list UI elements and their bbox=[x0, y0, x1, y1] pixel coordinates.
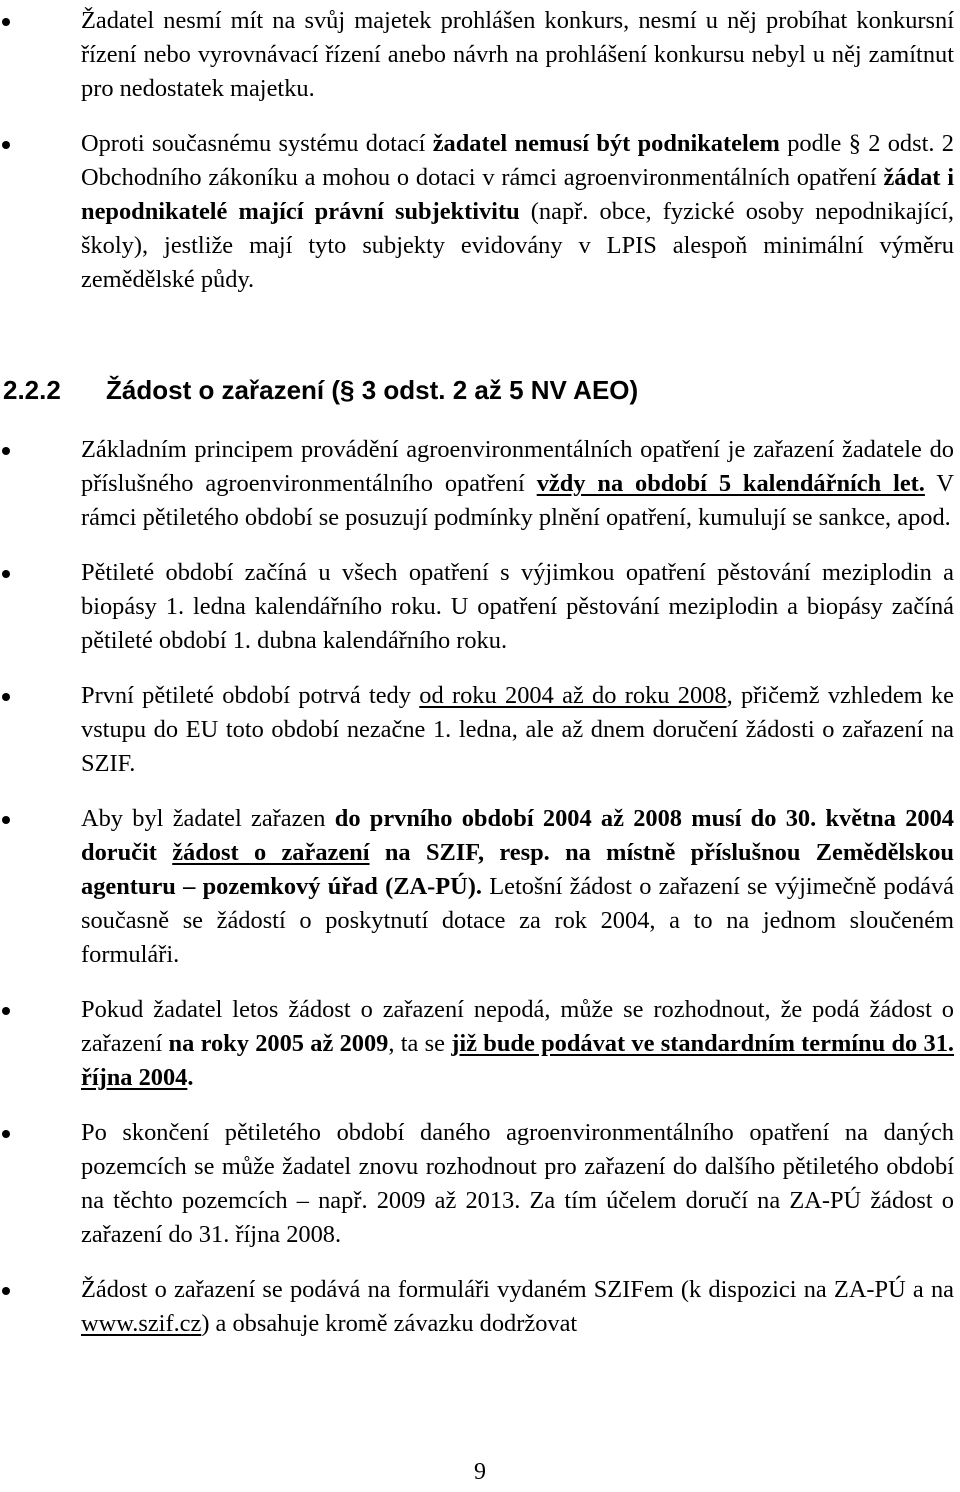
list-item bbox=[0, 433, 960, 535]
paragraph-text bbox=[81, 556, 954, 658]
bold-text: na roky 2005 až 2009 bbox=[168, 1030, 389, 1057]
bold-text: žádat i nepodnikatelé mající právní subjektivitu bbox=[81, 164, 954, 225]
bullet-list-main bbox=[0, 433, 960, 1341]
text-run: , přičemž vzhledem ke vstupu do EU toto období nezačne 1. ledna, ale až dnem doručení žádosti o zařazení na SZIF. bbox=[81, 682, 954, 777]
bullet-icon bbox=[2, 570, 10, 578]
list-item bbox=[0, 556, 960, 658]
list-item bbox=[0, 4, 960, 106]
underlined-text: od roku 2004 až do roku 2008 bbox=[419, 682, 727, 709]
text-run: Oproti současnému systému dotací bbox=[81, 130, 433, 157]
text-run: , ta se bbox=[388, 1030, 452, 1057]
section-title: Žádost o zařazení (§ 3 odst. 2 až 5 NV AEO) bbox=[106, 375, 639, 405]
text-run: Pokud žadatel letos žádost o zařazení nepodá, může se rozhodnout, že podá žádost o zařazení bbox=[81, 996, 954, 1057]
list-item bbox=[0, 802, 960, 972]
text-run: Základním principem provádění agroenvironmentálních opatření je zařazení žadatele do příslušného agroenvironmentálního opatření bbox=[81, 436, 954, 497]
section-number: 2.2.2 bbox=[3, 375, 61, 405]
underlined-text: www.szif.cz bbox=[81, 1310, 202, 1337]
paragraph-text bbox=[81, 1273, 954, 1341]
text-run: Aby byl žadatel zařazen bbox=[81, 805, 335, 832]
bold-text: žadatel nemusí být podnikatelem bbox=[432, 130, 780, 157]
bullet-icon bbox=[2, 447, 10, 455]
underlined-text: již bude podávat ve standardním termínu do 31. října 2004 bbox=[81, 1030, 954, 1091]
text-run: V rámci pětiletého období se posuzují podmínky plnění opatření, kumulují se sankce, apod. bbox=[81, 470, 954, 531]
bold-text: na SZIF, resp. na místně příslušnou Zemědělskou agenturu – pozemkový úřad (ZA-PÚ). bbox=[81, 839, 954, 900]
text-run: Žádost o zařazení se podává na formuláři vydaném SZIFem (k dispozici na ZA-PÚ a na bbox=[81, 1276, 954, 1303]
bullet-icon bbox=[2, 18, 10, 26]
bullet-icon bbox=[2, 816, 10, 824]
paragraph-text bbox=[81, 679, 954, 781]
paragraph-text bbox=[81, 433, 954, 535]
paragraph-text bbox=[81, 4, 954, 106]
underlined-text: žádost o zařazení bbox=[172, 839, 370, 866]
bold-text: do prvního období 2004 až 2008 musí do 30. května 2004 doručit bbox=[81, 805, 954, 866]
paragraph-text bbox=[81, 1116, 954, 1252]
paragraph-text bbox=[81, 993, 954, 1095]
text-run: (např. obce, fyzické osoby nepodnikající, školy), jestliže mají tyto subjekty evidovány v LPIS alespoň minimální výměru zemědělské půdy. bbox=[81, 198, 954, 293]
text-run: podle § 2 odst. 2 Obchodního zákoníku a mohou o dotaci v rámci agroenvironmentálních opatření bbox=[81, 130, 954, 191]
text-run: Žadatel nesmí mít na svůj majetek prohlášen konkurs, nesmí u něj probíhat konkursní řízení nebo vyrovnávací řízení anebo návrh na prohlášení konkursu nebyl u něj zamítnut pro nedostatek majetku. bbox=[81, 7, 954, 102]
bold-text: . bbox=[187, 1064, 194, 1091]
bullet-icon bbox=[2, 1130, 10, 1138]
list-item bbox=[0, 679, 960, 781]
underlined-text: vždy na období 5 kalendářních let. bbox=[536, 470, 925, 497]
text-run: Po skončení pětiletého období daného agroenvironmentálního opatření na daných pozemcích se může žadatel znovu rozhodnout pro zařazení do dalšího pětiletého období na těchto pozemcích – např. 2009 až 2013. Za tím účelem doručí na ZA-PÚ žádost o zařazení do 31. října 2008. bbox=[81, 1119, 954, 1248]
text-run: Letošní žádost o zařazení se výjimečně podává současně se žádostí o poskytnutí dotace za rok 2004, a to na jednom sloučeném formuláři. bbox=[81, 873, 954, 968]
bullet-icon bbox=[2, 1287, 10, 1295]
bullet-list-top bbox=[0, 4, 960, 297]
bullet-icon bbox=[2, 693, 10, 701]
paragraph-text bbox=[81, 802, 954, 972]
section-heading bbox=[3, 373, 638, 407]
list-item bbox=[0, 1116, 960, 1252]
list-item bbox=[0, 993, 960, 1095]
bullet-icon bbox=[2, 1007, 10, 1015]
list-item bbox=[0, 127, 960, 297]
paragraph-text bbox=[81, 127, 954, 297]
bullet-icon bbox=[2, 141, 10, 149]
text-run: Pětileté období začíná u všech opatření s výjimkou opatření pěstování meziplodin a biopásy 1. ledna kalendářního roku. U opatření pěstování meziplodin a biopásy začíná pětileté období 1. dubna kalendářního roku. bbox=[81, 559, 954, 654]
list-item bbox=[0, 1273, 960, 1341]
page-number: 9 bbox=[474, 1459, 486, 1485]
text-run: První pětileté období potrvá tedy bbox=[81, 682, 420, 709]
text-run: ) a obsahuje kromě závazku dodržovat bbox=[201, 1310, 578, 1337]
